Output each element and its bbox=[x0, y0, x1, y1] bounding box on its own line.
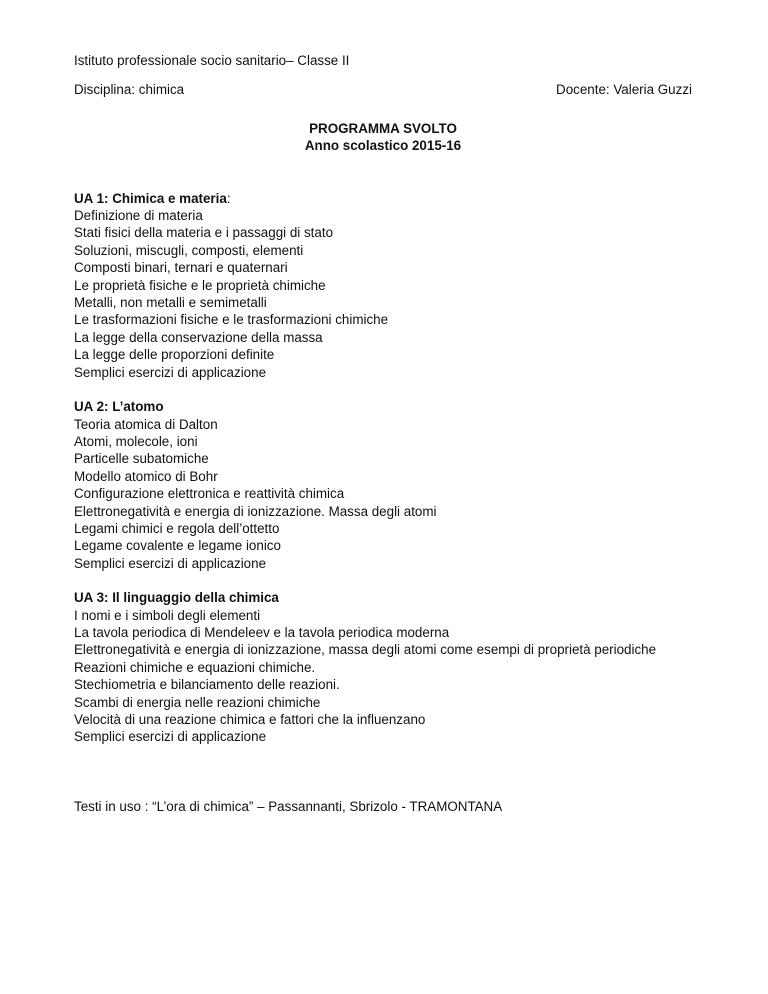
list-item: Le proprietà fisiche e le proprietà chimiche bbox=[74, 277, 326, 293]
section-title-text: UA 1: Chimica e materia bbox=[74, 190, 227, 206]
document-page bbox=[74, 52, 694, 815]
list-item: Semplici esercizi di applicazione bbox=[74, 729, 267, 745]
list-item: Scambi di energia nelle reazioni chimiche bbox=[74, 694, 321, 710]
list-item: Atomi, molecole, ioni bbox=[74, 433, 198, 449]
list-item: Particelle subatomiche bbox=[74, 451, 209, 467]
list-item: La tavola periodica di Mendeleev e la tavola periodica moderna bbox=[74, 624, 450, 640]
list-item: Composti binari, ternari e quaternari bbox=[74, 260, 288, 276]
list-item: I nomi e i simboli degli elementi bbox=[74, 607, 261, 623]
section-ua1 bbox=[74, 190, 694, 381]
list-item: Modello atomico di Bohr bbox=[74, 468, 218, 484]
section-title-text: UA 2: L’atomo bbox=[74, 399, 164, 415]
section-title bbox=[74, 190, 694, 207]
list-item: Legame covalente e legame ionico bbox=[74, 538, 281, 554]
school-line: Istituto professionale socio sanitario– Classe II bbox=[74, 53, 350, 68]
section-title-text: UA 3: Il linguaggio della chimica bbox=[74, 590, 279, 606]
subject-teacher-row bbox=[74, 81, 692, 98]
list-item: Velocità di una reazione chimica e fattori che la influenzano bbox=[74, 712, 426, 727]
list-item: Stechiometria e bilanciamento delle reazioni. bbox=[74, 677, 340, 693]
list-item: Elettronegatività e energia di ionizzazione, massa degli atomi come esempi di proprietà periodiche bbox=[74, 642, 657, 658]
list-item: Legami chimici e regola dell’ottetto bbox=[74, 520, 280, 536]
list-item: Configurazione elettronica e reattività chimica bbox=[74, 486, 345, 502]
title-main: PROGRAMMA SVOLTO bbox=[309, 120, 457, 136]
list-item: La legge delle proporzioni definite bbox=[74, 347, 275, 363]
section-ua2 bbox=[74, 398, 694, 572]
section-title bbox=[74, 398, 694, 415]
section-ua3 bbox=[74, 589, 694, 746]
title-year: Anno scolastico 2015-16 bbox=[304, 138, 462, 154]
list-item: La legge della conservazione della massa bbox=[74, 329, 323, 345]
list-item: Reazioni chimiche e equazioni chimiche. bbox=[74, 659, 316, 675]
list-item: Elettronegatività e energia di ionizzazione. Massa degli atomi bbox=[74, 503, 437, 519]
document-title bbox=[74, 120, 692, 155]
list-item: Definizione di materia bbox=[74, 208, 203, 224]
list-item: Teoria atomica di Dalton bbox=[74, 416, 218, 432]
teacher-label: Docente: Valeria Guzzi bbox=[556, 82, 692, 98]
list-item: Soluzioni, miscugli, composti, elementi bbox=[74, 242, 304, 258]
list-item: Semplici esercizi di applicazione bbox=[74, 364, 267, 380]
list-item: Le trasformazioni fisiche e le trasformazioni chimiche bbox=[74, 312, 389, 328]
list-item: Metalli, non metalli e semimetalli bbox=[74, 295, 267, 311]
subject-label: Disciplina: chimica bbox=[74, 82, 185, 98]
list-item: Stati fisici della materia e i passaggi di stato bbox=[74, 225, 334, 241]
textbook-line: Testi in uso : “L’ora di chimica” – Passannanti, Sbrizolo - TRAMONTANA bbox=[74, 798, 503, 814]
list-item: Semplici esercizi di applicazione bbox=[74, 555, 267, 571]
section-title bbox=[74, 589, 694, 606]
section-title-suffix: : bbox=[226, 190, 231, 206]
